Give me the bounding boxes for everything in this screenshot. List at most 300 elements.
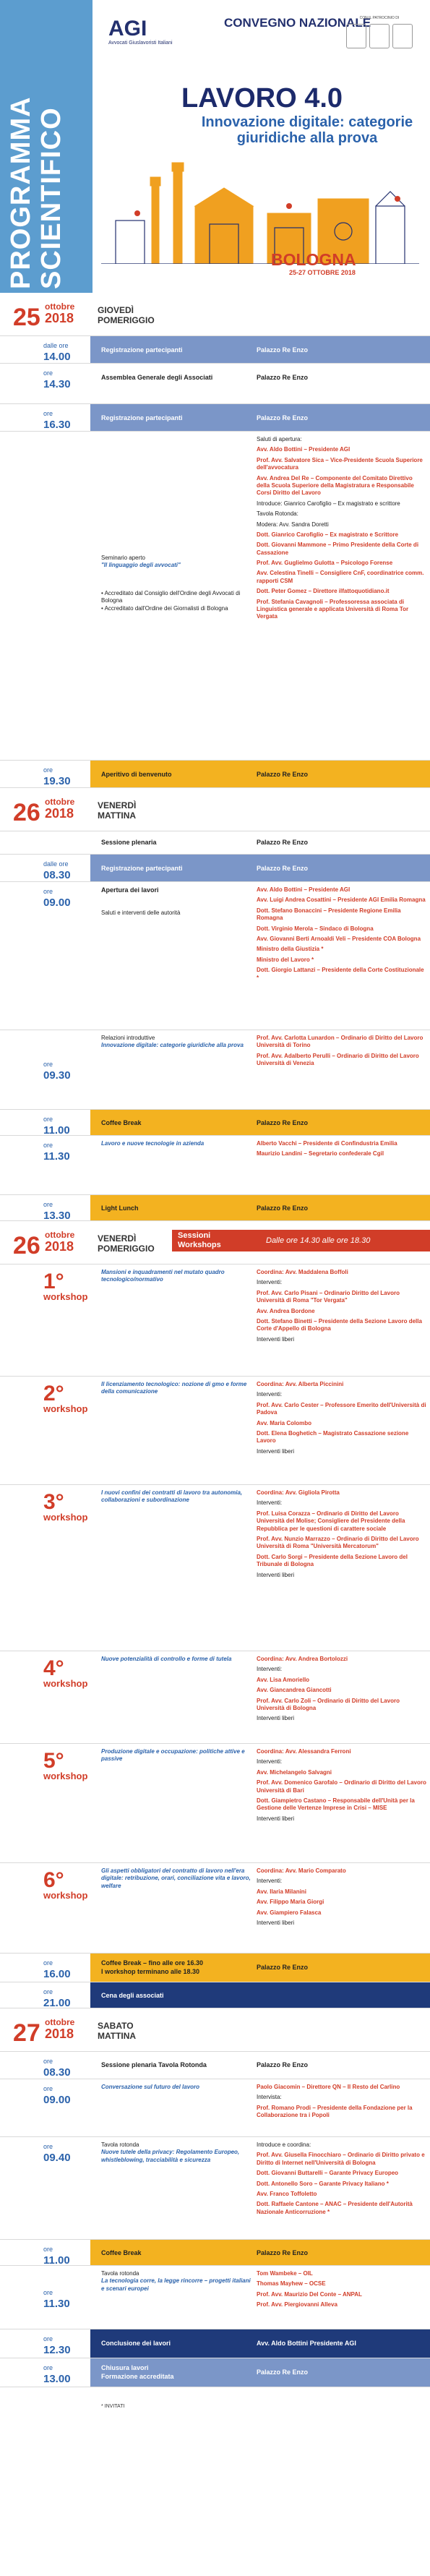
speaker-line: Prof. Avv. Domenico Garofalo – Ordinario di Diritto del Lavoro Università di Bari (257, 1779, 426, 1794)
speaker-list (257, 2270, 426, 2312)
row-time (43, 1987, 87, 2008)
speaker-line: Dott. Stefano Bonaccini – Presidente Regione Emilia Romagna (257, 907, 401, 922)
row-time (43, 2288, 87, 2309)
speaker-list (257, 1489, 426, 1582)
row-title-text: Sessione plenaria (101, 839, 157, 846)
seminar-title: "Il linguaggio degli avvocati" (101, 562, 181, 569)
day-month (45, 2018, 74, 2041)
speaker-line: Dott. Giovanni Mammone – Primo Presidente della Corte di Cassazione (257, 542, 419, 556)
speaker-line: Avv. Giancandrea Giancotti (257, 1687, 332, 1694)
day-month (45, 1231, 74, 1254)
day-number: 26 (13, 799, 40, 826)
time-value: 19.30 (43, 775, 71, 787)
schedule-row (0, 2240, 430, 2266)
speaker-line: Coordina: Avv. Andrea Bortolozzi (257, 1656, 348, 1662)
workshop-title: Produzione digitale e occupazione: politiche attive e passive (101, 1748, 245, 1763)
speaker-list (257, 2084, 426, 2123)
speaker-line: Prof. Avv. Carlo Zoli – Ordinario di Diritto del Lavoro Università di Bologna (257, 1697, 400, 1711)
month-label: ottobre (45, 2017, 75, 2027)
day-part: MATTINA (98, 810, 137, 821)
day-header (0, 2008, 430, 2052)
time-value: 08.30 (43, 869, 71, 881)
weekday: GIOVEDÌ (98, 305, 134, 315)
row-venue: Palazzo Re Enzo (257, 374, 309, 381)
speaker-line: Coordina: Avv. Gigliola Pirotta (257, 1489, 340, 1496)
speaker-line: Prof. Avv. Adalberto Perulli – Ordinario di Diritto del Lavoro Università di Venezia (257, 1052, 419, 1067)
row-title-text: Conversazione sul futuro del lavoro (101, 2084, 200, 2090)
row-time (43, 2084, 87, 2105)
seminar-info (101, 555, 253, 612)
speaker-line: Avv. Filippo Maria Giorgi (257, 1899, 324, 1906)
row-title (101, 2061, 253, 2070)
row-title: Conclusione dei lavori (101, 2340, 171, 2347)
day-part: POMERIGGIO (98, 315, 155, 325)
time-value: 09.40 (43, 2152, 71, 2164)
speaker-line: Introduce: Gianrico Carofiglio – Ex magistrato e scrittore (257, 500, 400, 507)
schedule-row (0, 2329, 430, 2358)
workshop-ordinal: 1° (43, 1270, 64, 1293)
time-value: 16.00 (43, 1968, 71, 1980)
month-label: ottobre (45, 301, 75, 312)
time-prefix: ore (43, 1959, 53, 1967)
speaker-line: Prof. Avv. Guglielmo Gulotta – Psicologo Forense (257, 560, 393, 567)
speaker-line: Avv. Luigi Andrea Cosattini – Presidente AGI Emilia Romagna (257, 897, 426, 904)
speaker-line: Maurizio Landini – Segretario confederale Cgil (257, 1150, 384, 1158)
seminar-label: Seminario aperto (101, 555, 145, 561)
workshop-ordinal: 5° (43, 1749, 64, 1773)
row-time (43, 2056, 87, 2078)
day-number: 26 (13, 1232, 40, 1259)
row-title (101, 886, 253, 917)
workshop-ordinal: 6° (43, 1868, 64, 1892)
workshop-label: workshop (43, 1512, 88, 1523)
row-title-text: Chiusura lavori (101, 2364, 149, 2371)
speaker-line: Prof. Avv. Carlo Pisani – Ordinario Diritto del Lavoro Università di Roma "Tor Vergata" (257, 1289, 400, 1304)
row-venue: Palazzo Re Enzo (257, 1119, 309, 1126)
speaker-list (257, 1269, 426, 1346)
time-prefix: ore (43, 1061, 53, 1068)
speaker-line: Dott. Gianrico Carofiglio – Ex magistrato e Scrittore (257, 531, 399, 538)
speaker-line: Thomas Mayhew – OCSE (257, 2280, 326, 2288)
time-prefix: ore (43, 2246, 53, 2253)
workshop-number (43, 1870, 87, 1901)
speaker-list (257, 1867, 426, 1930)
day-number: 25 (13, 304, 40, 331)
row-time (43, 1059, 87, 1081)
weekday: SABATO (98, 2021, 134, 2031)
time-value: 11.00 (43, 1124, 70, 1137)
day-name (98, 305, 155, 325)
speaker-line: Introduce e coordina: (257, 2141, 311, 2148)
time-value: 14.00 (43, 351, 71, 363)
row-venue: Palazzo Re Enzo (257, 2369, 309, 2376)
time-value: 13.30 (43, 1210, 71, 1222)
time-prefix: ore (43, 2058, 53, 2065)
speaker-line: Interventi liberi (257, 1335, 295, 1343)
speaker-line: Tom Wambeke – OIL (257, 2270, 313, 2277)
time-value: 11.00 (43, 2254, 70, 2267)
row-time (43, 408, 87, 430)
header (0, 0, 430, 293)
row-time (43, 341, 87, 362)
workshop-label: workshop (43, 1771, 88, 1781)
row-title (101, 374, 253, 382)
speaker-line: Interventi liberi (257, 1715, 295, 1722)
city-skyline-illustration (101, 155, 419, 264)
speaker-line: Avv. Andrea Bordone (257, 1307, 315, 1314)
time-value: 12.30 (43, 2344, 71, 2356)
schedule-row (0, 2052, 430, 2079)
workshop-title: Il licenziamento tecnologico: nozione di gmo e forme della comunicazione (101, 1381, 247, 1395)
speaker-line: Interventi liberi (257, 1919, 295, 1926)
speaker-line: Interventi: (257, 1499, 283, 1507)
speaker-line: Intervista: (257, 2094, 282, 2101)
time-value: 09.00 (43, 2094, 71, 2106)
row-time (43, 2141, 87, 2163)
time-prefix: ore (43, 2335, 53, 2342)
schedule-row (0, 1030, 430, 1110)
time-prefix: ore (43, 766, 53, 774)
time-value: 09.30 (43, 1069, 71, 1082)
row-title: Aperitivo di benvenuto (101, 771, 172, 778)
schedule-row (0, 761, 430, 788)
org-subtitle: Avvocati Giuslavoristi Italiani (108, 40, 173, 46)
speaker-line: Coordina: Avv. Mario Comparato (257, 1867, 346, 1874)
event-dates: 25-27 OTTOBRE 2018 (289, 269, 356, 276)
row-title (101, 2270, 253, 2293)
speaker-line: Prof. Avv. Carlotta Lunardon – Ordinario di Diritto del Lavoro Università di Torino (257, 1035, 423, 1049)
time-value: 16.30 (43, 419, 71, 431)
row-title: Coffee Break (101, 2249, 142, 2256)
schedule-row (0, 364, 430, 404)
day-part: MATTINA (98, 2031, 137, 2041)
speaker-line: Avv. Maria Colombo (257, 1419, 312, 1426)
time-prefix: ore (43, 2364, 53, 2371)
schedule-row (0, 1136, 430, 1195)
speaker-line: Avv. Aldo Bottini – Presidente AGI (257, 446, 351, 453)
speaker-line: Prof. Stefania Cavagnoli – Professoressa associata di Linguistica generale e applicata Università di Roma Tor Vergata (257, 598, 409, 620)
day-part: POMERIGGIO (98, 1244, 155, 1254)
speaker-line: Avv. Andrea Del Re – Componente del Comitato Direttivo della Scuola Superiore della Magistratura e Responsabile Corsi Diritto del Lavoro (257, 474, 414, 497)
day-number: 27 (13, 2019, 40, 2047)
workshop-number (43, 1656, 88, 1689)
speaker-line: Avv. Ilaria Milanini (257, 1888, 306, 1895)
month-label: ottobre (45, 797, 75, 807)
time-prefix: ore (43, 2143, 53, 2150)
row-venue: Palazzo Re Enzo (257, 839, 309, 846)
speaker-line: Dott. Antonello Soro – Garante Privacy Italiano * (257, 2180, 389, 2187)
time-prefix: ore (43, 1116, 53, 1123)
city-name: BOLOGNA (271, 250, 356, 269)
speaker-line: Paolo Giacomin – Direttore QN – Il Resto del Carlino (257, 2084, 400, 2090)
workshop-topic (101, 1656, 253, 1663)
workshop-label: workshop (43, 1678, 88, 1689)
speaker-line: Interventi: (257, 1878, 283, 1885)
speaker-line: Interventi: (257, 1666, 283, 1673)
workshop-ordinal: 2° (43, 1382, 64, 1405)
speaker-list (257, 1748, 426, 1826)
row-title (101, 1035, 253, 1050)
speaker-line: Prof. Avv. Salvatore Sica – Vice-Presidente Scuola Superiore dell'avvocatura (257, 456, 423, 471)
speaker-line: Interventi: (257, 1391, 283, 1398)
speaker-line: Interventi liberi (257, 1815, 295, 1822)
speaker-line: Dott. Raffaele Cantone – ANAC – Presidente dell'Autorità Nazionale Anticorruzione * (257, 2201, 413, 2215)
row-time (43, 859, 87, 881)
schedule-row (0, 1954, 430, 1982)
accreditation-note: • Accreditato dal Consiglio dell'Ordine degli Avvocati di Bologna (101, 589, 241, 604)
workshop-title: Mansioni e inquadramenti nel mutato quadro tecnologico/normativo (101, 1269, 225, 1283)
workshop-label: workshop (43, 1890, 88, 1901)
workshop-number (43, 1751, 87, 1781)
schedule-row (0, 2358, 430, 2387)
schedule-row (0, 831, 430, 855)
speaker-line: Avv. Michelangelo Salvagni (257, 1768, 332, 1776)
speaker-line: Prof. Avv. Piergiovanni Alleva (257, 2301, 337, 2308)
speaker-line: Dott. Virginio Merola – Sindaco di Bologna (257, 925, 374, 932)
row-label: Tavola rotonda (101, 2270, 139, 2277)
schedule-row (0, 1195, 430, 1221)
vertical-title: PROGRAMMA SCIENTIFICO (6, 97, 66, 289)
speaker-line: Avv. Giampiero Falasca (257, 1909, 322, 1916)
time-prefix: ore (43, 1201, 53, 1208)
event-title: LAVORO 4.0 (181, 83, 343, 114)
speaker-line: Dott. Peter Gomez – Direttore ilfattoquotidiano.it (257, 588, 390, 595)
time-value: 08.30 (43, 2066, 71, 2079)
speaker-line: Avv. Celestina Tinelli – Consigliere CnF, coordinatrice comm. rapporti CSM (257, 570, 424, 584)
row-time (43, 1140, 87, 1162)
speaker-line: Prof. Avv. Maurizio Del Conte – ANPAL (257, 2290, 362, 2298)
speaker-line: Ministro della Giustizia * (257, 946, 324, 953)
banner-line: Sessioni (178, 1231, 211, 1240)
speaker-line: Dott. Carlo Sorgi – Presidente della Sezione Lavoro del Tribunale di Bologna (257, 1553, 408, 1568)
time-prefix: dalle ore (43, 860, 69, 868)
year-label: 2018 (45, 1239, 74, 1254)
workshop-ordinal: 4° (43, 1656, 64, 1680)
year-label: 2018 (45, 806, 74, 821)
speaker-line: Dott. Stefano Binetti – Presidente della Sezione Lavoro della Corte d'Appello di Bologna (257, 1317, 422, 1332)
banner-line: Workshops (178, 1241, 221, 1249)
speaker-list (257, 1381, 426, 1458)
weekday: VENERDÌ (98, 800, 137, 810)
speaker-line: Modera: Avv. Sandra Doretti (257, 521, 329, 528)
speaker-line: Coordina: Avv. Maddalena Boffoli (257, 1269, 348, 1275)
month-label: ottobre (45, 1230, 75, 1240)
row-title: Cena degli associati (101, 1992, 164, 1999)
workshop-label: workshop (43, 1291, 88, 1302)
speaker-line: Avv. Lisa Amoriello (257, 1676, 310, 1683)
speaker-line: Dott. Giorgio Lattanzi – Presidente della Corte Costituzionale * (257, 967, 424, 981)
row-venue: Palazzo Re Enzo (257, 771, 309, 778)
row-title (101, 839, 253, 847)
row-time (43, 368, 87, 390)
speaker-line: Ministro del Lavoro * (257, 956, 314, 963)
row-venue: Palazzo Re Enzo (257, 865, 309, 872)
workshop-title: Gli aspetti obbligatori del contratto di lavoro nell'era digitale: retribuzione, orari, conciliazione vita e lavoro, welfare (101, 1867, 251, 1889)
speaker-line: Prof. Luisa Corazza – Ordinario di Diritto del Lavoro Università del Molise; Consigliere del Presidente della Repubblica per le questioni di carattere sociale (257, 1510, 405, 1532)
row-time (43, 886, 87, 908)
workshop-topic (101, 1269, 253, 1284)
speaker-line: Avv. Franco Toffoletto (257, 2190, 317, 2197)
schedule-row (0, 432, 430, 761)
day-name (98, 1233, 155, 1254)
workshop-row (0, 1744, 430, 1863)
row-title-text: Apertura dei lavori (101, 886, 159, 894)
time-prefix: ore (43, 369, 53, 377)
banner-time: Dalle ore 14.30 alle ore 18.30 (266, 1236, 371, 1245)
speaker-line: Coordina: Avv. Alessandra Ferroni (257, 1748, 351, 1755)
row-label: Relazioni introduttive (101, 1035, 155, 1041)
row-venue: Palazzo Re Enzo (257, 2249, 309, 2256)
org-logo: AGI (108, 17, 147, 40)
row-title (101, 2084, 253, 2091)
footnote: * INVITATI (101, 2404, 125, 2409)
day-header (0, 788, 430, 831)
workshop-row (0, 1651, 430, 1744)
row-title: Coffee Break (101, 1119, 142, 1126)
patronage-label: CON IL PATROCINIO DI (359, 16, 400, 20)
row-title-text: Assemblea Generale degli Associati (101, 374, 213, 381)
time-value: 09.00 (43, 897, 71, 909)
row-title: Registrazione partecipanti (101, 346, 183, 354)
speaker-line: Dott. Elena Boghetich – Magistrato Cassazione sezione Lavoro (257, 1429, 409, 1445)
row-subtitle: Formazione accreditata (101, 2372, 174, 2380)
day-name (98, 800, 136, 821)
row-time (43, 2334, 87, 2355)
workshops-banner (172, 1230, 430, 1251)
speaker-line: Saluti di apertura: (257, 436, 302, 442)
schedule-row (0, 1110, 430, 1136)
speaker-list (257, 1035, 426, 1071)
row-time (43, 1114, 87, 1136)
year-label: 2018 (45, 311, 74, 325)
speaker-list (257, 1656, 426, 1726)
patron-logo-icon (369, 24, 390, 48)
speaker-line: Prof. Avv. Nunzio Marrazzo – Ordinario di Diritto del Lavoro Università di Roma "Università Mercatorum" (257, 1535, 419, 1550)
speaker-line: Interventi liberi (257, 1447, 295, 1455)
schedule-row (0, 2137, 430, 2240)
speaker-line: Alberto Vacchi – Presidente di Confindustria Emilia (257, 1140, 397, 1147)
speaker-list (257, 1140, 426, 1161)
speaker-line: Dott. Giovanni Buttarelli – Garante Privacy Europeo (257, 2170, 399, 2177)
schedule-row (0, 404, 430, 432)
workshop-row (0, 1265, 430, 1377)
row-venue: Palazzo Re Enzo (257, 414, 309, 422)
row-title (101, 1959, 253, 1976)
schedule-row (0, 1982, 430, 2008)
workshop-topic (101, 1867, 253, 1890)
row-venue: Palazzo Re Enzo (257, 2061, 309, 2068)
row-label: Tavola rotonda (101, 2141, 139, 2148)
row-subtitle: I workshop terminano alle 18.30 (101, 1967, 200, 1975)
row-title: Registrazione partecipanti (101, 865, 183, 872)
speaker-list (257, 886, 426, 985)
row-title-text: Coffee Break – fino alle ore 16.30 (101, 1959, 204, 1967)
patron-logo-icon (346, 24, 366, 48)
speaker-line: Interventi: (257, 1279, 283, 1286)
workshop-number (43, 1384, 87, 1414)
day-header (0, 293, 430, 336)
row-title: Light Lunch (101, 1204, 139, 1212)
accreditation-note: • Accreditato dall'Ordine dei Giornalisti di Bologna (101, 604, 228, 612)
row-time (43, 765, 87, 787)
speaker-line: Tavola Rotonda: (257, 510, 298, 518)
workshop-topic (101, 1381, 253, 1396)
row-title (101, 1140, 253, 1147)
time-value: 14.30 (43, 378, 71, 390)
speaker-line: Coordina: Avv. Alberta Piccinini (257, 1381, 344, 1387)
schedule-row (0, 336, 430, 364)
row-title (101, 2141, 253, 2164)
weekday: VENERDÌ (98, 1233, 137, 1244)
time-prefix: ore (43, 1142, 53, 1149)
day-month (45, 302, 74, 325)
schedule-row (0, 882, 430, 1030)
year-label: 2018 (45, 2027, 74, 2041)
row-venue: Palazzo Re Enzo (257, 346, 309, 354)
convegno-label: CONVEGNO NAZIONALE (224, 16, 371, 30)
row-venue: Palazzo Re Enzo (257, 1964, 309, 1971)
row-time (43, 1199, 87, 1221)
time-prefix: ore (43, 1988, 53, 1995)
schedule-row (0, 855, 430, 882)
time-value: 11.30 (43, 2298, 70, 2310)
row-title: Registrazione partecipanti (101, 414, 183, 422)
row-title-text: La tecnologia corre, la legge rincorre – progetti italiani e scenari europei (101, 2277, 251, 2292)
row-time (43, 2363, 87, 2384)
speaker-line: Prof. Romano Prodi – Presidente della Fondazione per la Collaborazione tra i Popoli (257, 2104, 413, 2119)
program-timeline (0, 293, 430, 2416)
workshop-row (0, 1863, 430, 1954)
time-value: 13.00 (43, 2373, 71, 2385)
workshop-topic (101, 1748, 253, 1763)
row-title-text: Nuove tutele della privacy: Regolamento Europeo, whistleblowing, tracciabilità e sicurezza (101, 2149, 240, 2163)
speaker-line: Interventi: (257, 1758, 283, 1766)
workshop-row (0, 1485, 430, 1651)
time-prefix: ore (43, 2289, 53, 2296)
row-title-text: Sessione plenaria Tavola Rotonda (101, 2061, 207, 2068)
vertical-title-bar (0, 0, 93, 293)
speaker-line: Avv. Giovanni Berti Arnoaldi Veli – Presidente COA Bologna (257, 935, 421, 942)
row-time (43, 2244, 87, 2266)
schedule-row (0, 2079, 430, 2137)
banner-title (178, 1231, 221, 1250)
workshop-number (43, 1272, 87, 1302)
patronage-block (340, 16, 419, 59)
speaker-line: Interventi liberi (257, 1571, 295, 1578)
speaker-line: Prof. Avv. Giusella Finocchiaro – Ordinario di Diritto privato e Diritto di Internet nell'Università di Bologna (257, 2152, 425, 2166)
row-time (43, 1958, 87, 1980)
row-title-text: Innovazione digitale: categorie giuridiche alla prova (101, 1042, 244, 1049)
time-value: 21.00 (43, 1997, 71, 2009)
row-closing-speaker: Avv. Aldo Bottini Presidente AGI (257, 2340, 356, 2347)
time-value: 11.30 (43, 1150, 70, 1163)
day-month (45, 797, 74, 821)
patron-logo-icon (392, 24, 413, 48)
day-header (0, 1221, 430, 1265)
workshop-title: I nuovi confini dei contratti di lavoro tra autonomia, collaborazioni e subordinazione (101, 1489, 243, 1504)
row-venue: Palazzo Re Enzo (257, 1204, 309, 1212)
time-prefix: ore (43, 888, 53, 895)
speaker-line: Prof. Avv. Carlo Cester – Professore Emerito dell'Università di Padova (257, 1401, 426, 1416)
day-name (98, 2021, 136, 2041)
row-subtitle: Saluti e interventi delle autorità (101, 909, 181, 916)
workshop-ordinal: 3° (43, 1490, 64, 1514)
schedule-row (0, 2266, 430, 2329)
row-title-text: Lavoro e nuove tecnologie in azienda (101, 1140, 205, 1147)
time-prefix: ore (43, 2085, 53, 2092)
speaker-list (257, 436, 426, 624)
workshop-row (0, 1377, 430, 1485)
